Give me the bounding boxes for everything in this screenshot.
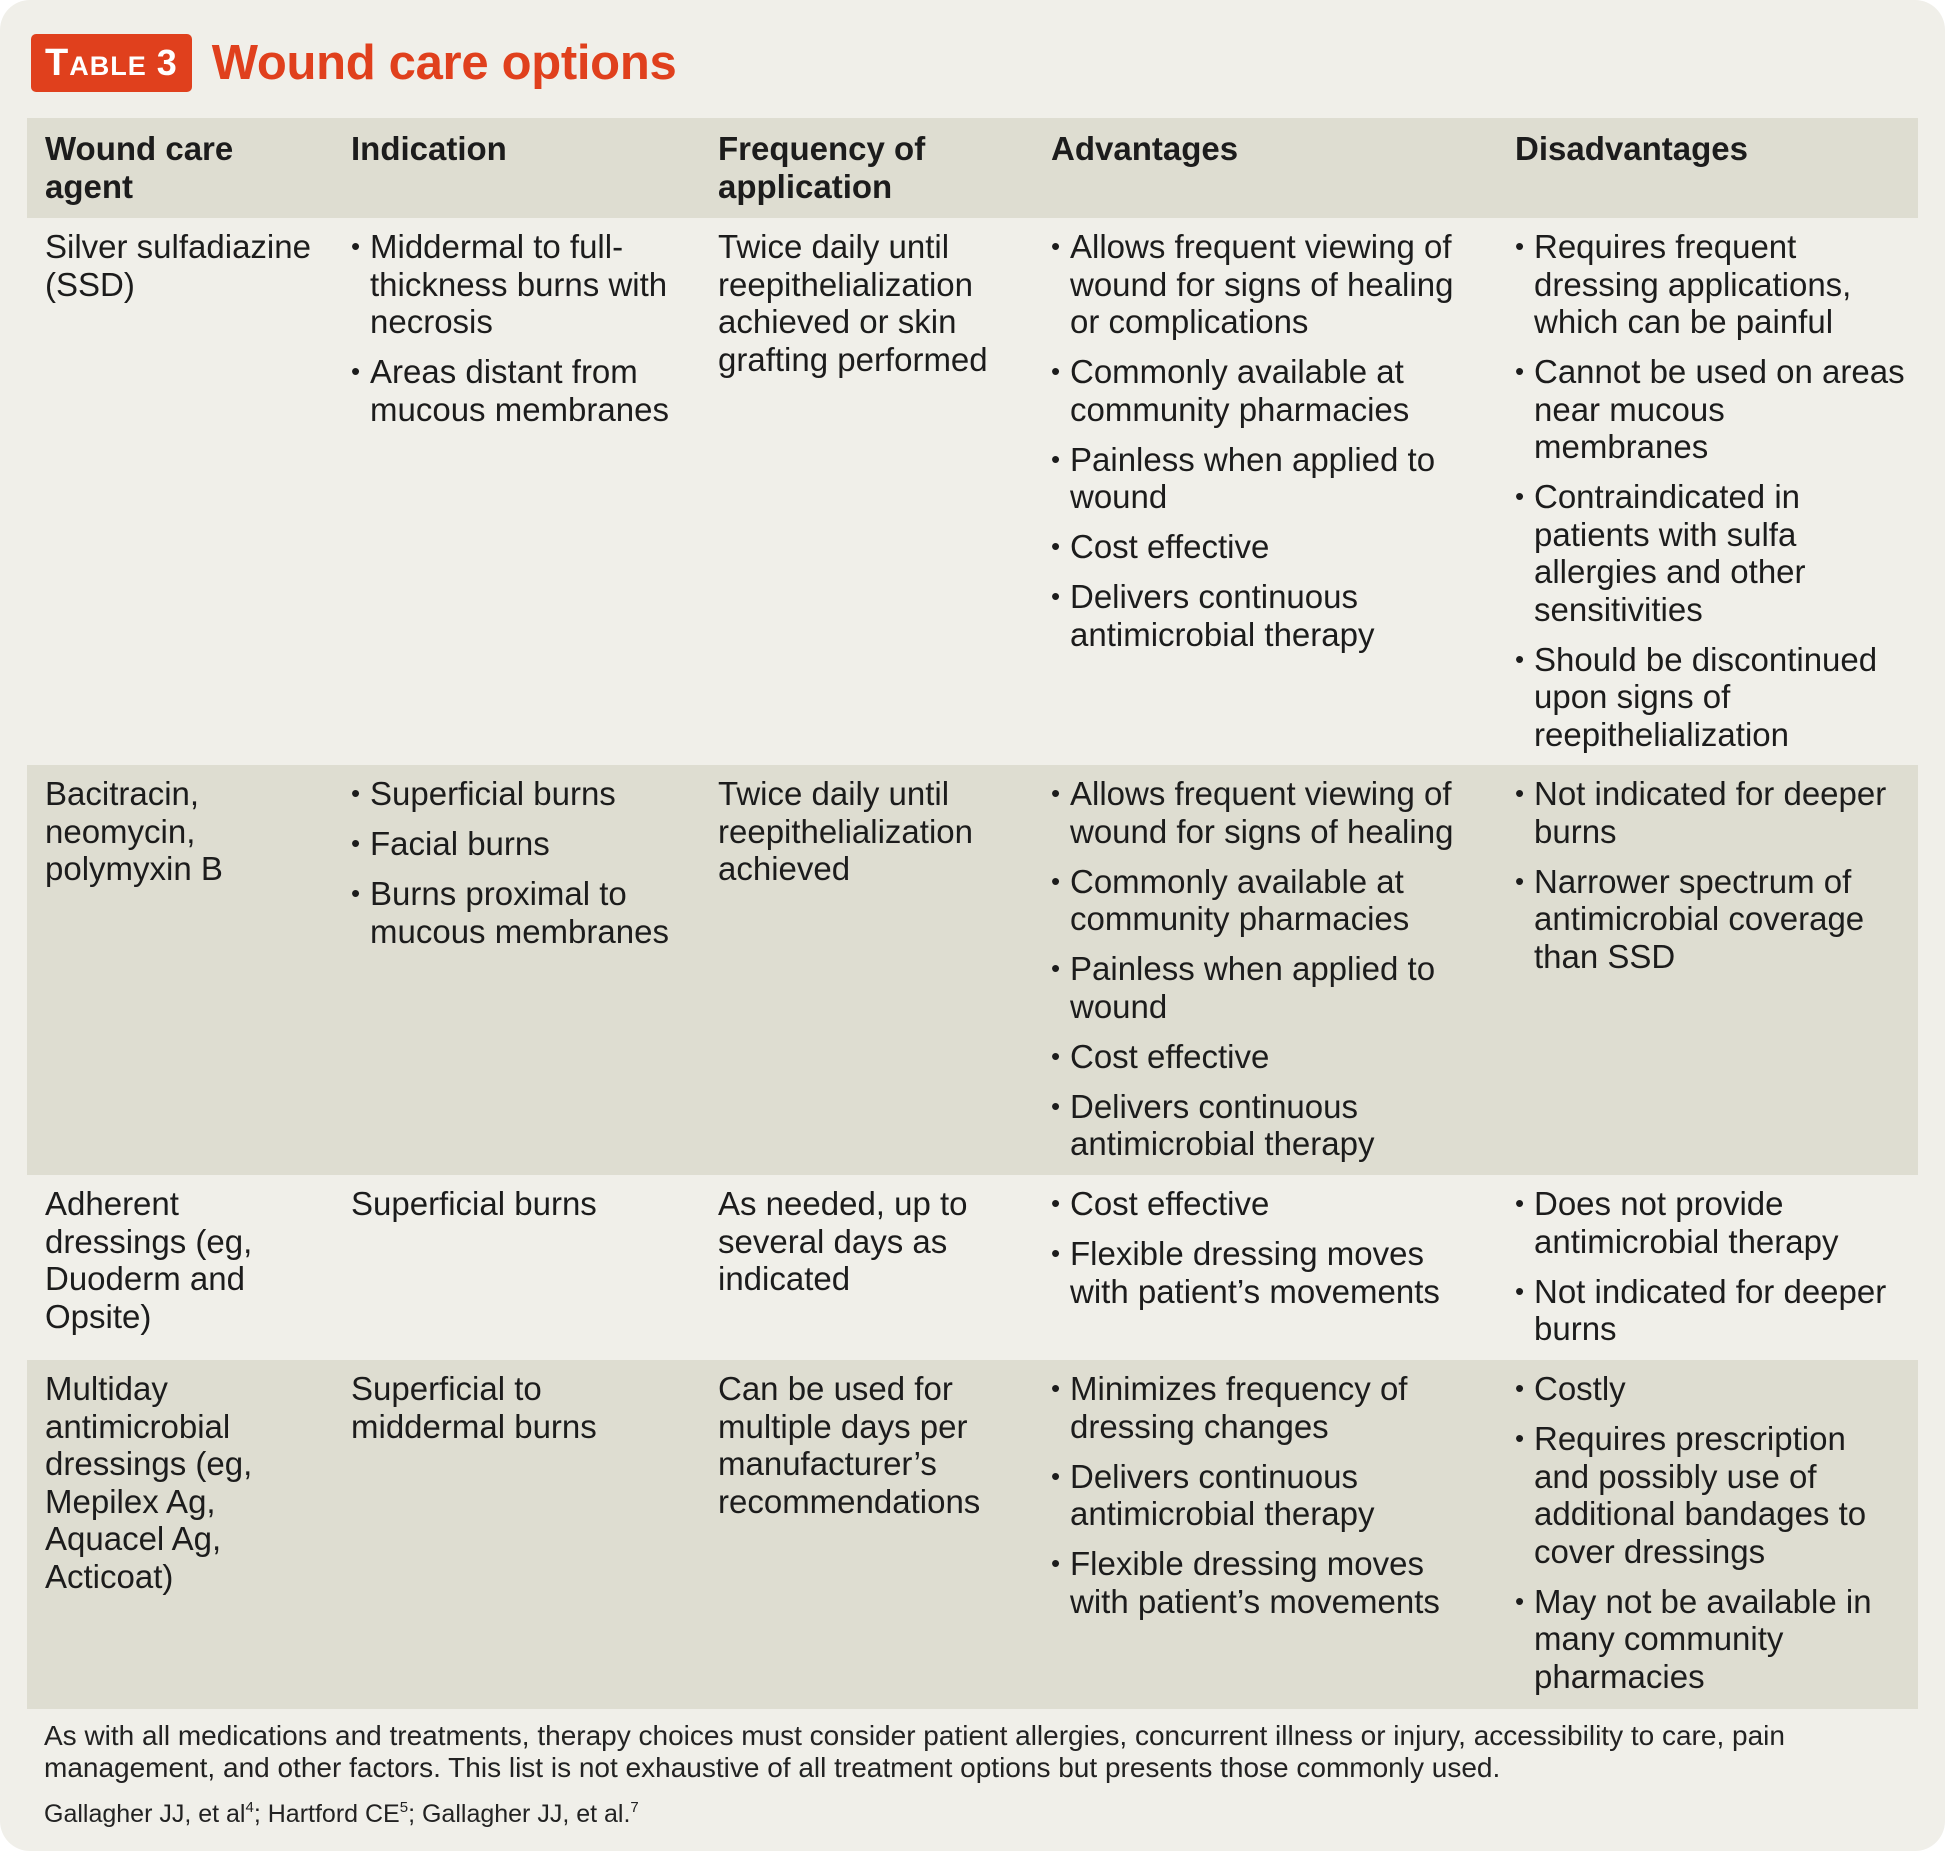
header-agent: Wound care agent: [45, 130, 234, 205]
source-ref-1: Gallagher JJ, et al: [44, 1800, 246, 1828]
indication-cell: Superficial burns: [351, 1185, 597, 1222]
indication-cell: [333, 218, 700, 765]
frequency-cell: Twice daily until reepithelialization achieved: [718, 775, 973, 887]
list-item: • Flexible dressing moves with patient’s movements: [1051, 1545, 1487, 1620]
disadvantages-cell: [1497, 1360, 1918, 1709]
advantages-list: [1051, 1370, 1487, 1620]
list-item: • Requires frequent dressing applications, which can be painful: [1515, 228, 1908, 341]
table-row: [27, 1175, 1918, 1360]
advantages-list: [1051, 228, 1487, 653]
indication-list: [351, 775, 690, 950]
advantages-cell: [1033, 1360, 1497, 1709]
advantages-cell: [1033, 218, 1497, 765]
list-item: • Cannot be used on areas near mucous membranes: [1515, 353, 1908, 466]
header-disadvantages: Disadvantages: [1515, 130, 1748, 167]
disadvantages-cell: [1497, 1175, 1918, 1360]
disadvantages-list: [1515, 775, 1908, 975]
indication-list: [351, 228, 690, 428]
list-item: • Cost effective: [1051, 1038, 1487, 1076]
badge-number: 3: [156, 42, 178, 83]
advantages-list: [1051, 1185, 1487, 1310]
list-item: • May not be available in many community pharmacies: [1515, 1583, 1908, 1696]
table-number-badge: [31, 34, 192, 92]
badge-label: Table: [45, 41, 147, 84]
list-item: • Delivers continuous antimicrobial therapy: [1051, 1458, 1487, 1533]
frequency-cell: Twice daily until reepithelialization achieved or skin grafting performed: [718, 228, 988, 378]
list-item: • Areas distant from mucous membranes: [351, 353, 690, 428]
list-item: • Commonly available at community pharmacies: [1051, 353, 1487, 428]
table-title-row: [31, 34, 676, 92]
source-ref-2-number: 5: [399, 1799, 409, 1816]
header-row: [27, 118, 1918, 218]
header-frequency: Frequency of application: [718, 130, 926, 205]
list-item: • Superficial burns: [351, 775, 690, 813]
table-footnote: As with all medications and treatments, therapy choices must consider patient allergies, concurrent illness or injury, accessibility to care, pain management, and other factors. This list is not exhaustive of all treatment options but presents those commonly used.: [44, 1720, 1785, 1783]
list-item: • Minimizes frequency of dressing changes: [1051, 1370, 1487, 1445]
source-citation: Gallagher JJ, et $al^4$; Hartford $CE^5$; Gallagher JJ, et al.$^7$: [44, 1799, 639, 1828]
list-item: • Delivers continuous antimicrobial therapy: [1051, 1088, 1487, 1163]
list-item: • Does not provide antimicrobial therapy: [1515, 1185, 1908, 1260]
advantages-list: [1051, 775, 1487, 1163]
list-item: • Not indicated for deeper burns: [1515, 775, 1908, 850]
list-item: • Painless when applied to wound: [1051, 950, 1487, 1025]
advantages-cell: [1033, 1175, 1497, 1360]
list-item: • Not indicated for deeper burns: [1515, 1273, 1908, 1348]
frequency-cell: Can be used for multiple days per manufacturer’s recommendations: [718, 1370, 981, 1520]
indication-cell: [333, 765, 700, 1175]
list-item: • Requires prescription and possibly use of additional bandages to cover dressings: [1515, 1420, 1908, 1570]
disadvantages-list: [1515, 1370, 1908, 1695]
list-item: • Burns proximal to mucous membranes: [351, 875, 690, 950]
list-item: • Allows frequent viewing of wound for signs of healing: [1051, 775, 1487, 850]
source-ref-3-number: 7: [630, 1799, 639, 1816]
list-item: • Delivers continuous antimicrobial therapy: [1051, 578, 1487, 653]
list-item: • Flexible dressing moves with patient’s movements: [1051, 1235, 1487, 1310]
agent-cell: Silver sulfadiazine (SSD): [45, 228, 311, 303]
indication-cell: Superficial to middermal burns: [351, 1370, 597, 1445]
table-row: [27, 1360, 1918, 1709]
list-item: • Cost effective: [1051, 1185, 1487, 1223]
list-item: • Cost effective: [1051, 528, 1487, 566]
source-ref-3: Gallagher JJ, et al.: [421, 1800, 631, 1828]
agent-cell: Multiday antimicrobial dressings (eg, Mepilex Ag, Aquacel Ag, Acticoat): [45, 1370, 253, 1595]
disadvantages-list: [1515, 228, 1908, 753]
disadvantages-list: [1515, 1185, 1908, 1348]
list-item: • Painless when applied to wound: [1051, 441, 1487, 516]
list-item: • Facial burns: [351, 825, 690, 863]
list-item: • Costly: [1515, 1370, 1908, 1408]
wound-care-table: [27, 118, 1918, 1709]
table-title: Wound care options: [211, 36, 677, 90]
agent-cell: Bacitracin, neomycin, polymyxin B: [45, 775, 223, 887]
table-row: [27, 765, 1918, 1175]
list-item: • Narrower spectrum of antimicrobial coverage than SSD: [1515, 863, 1908, 976]
advantages-cell: [1033, 765, 1497, 1175]
list-item: • Commonly available at community pharmacies: [1051, 863, 1487, 938]
agent-cell: Adherent dressings (eg, Duoderm and Opsite): [45, 1185, 253, 1335]
header-indication: Indication: [351, 130, 507, 167]
source-ref-2: Hartford CE: [267, 1800, 400, 1828]
source-ref-1-number: 4: [245, 1799, 254, 1816]
frequency-cell: As needed, up to several days as indicated: [718, 1185, 968, 1297]
table-row: [27, 218, 1918, 765]
header-advantages: Advantages: [1051, 130, 1239, 167]
list-item: • Should be discontinued upon signs of reepithelialization: [1515, 641, 1908, 754]
disadvantages-cell: [1497, 218, 1918, 765]
list-item: • Middermal to full-thickness burns with necrosis: [351, 228, 690, 341]
disadvantages-cell: [1497, 765, 1918, 1175]
list-item: • Allows frequent viewing of wound for signs of healing or complications: [1051, 228, 1487, 341]
list-item: • Contraindicated in patients with sulfa allergies and other sensitivities: [1515, 478, 1908, 628]
